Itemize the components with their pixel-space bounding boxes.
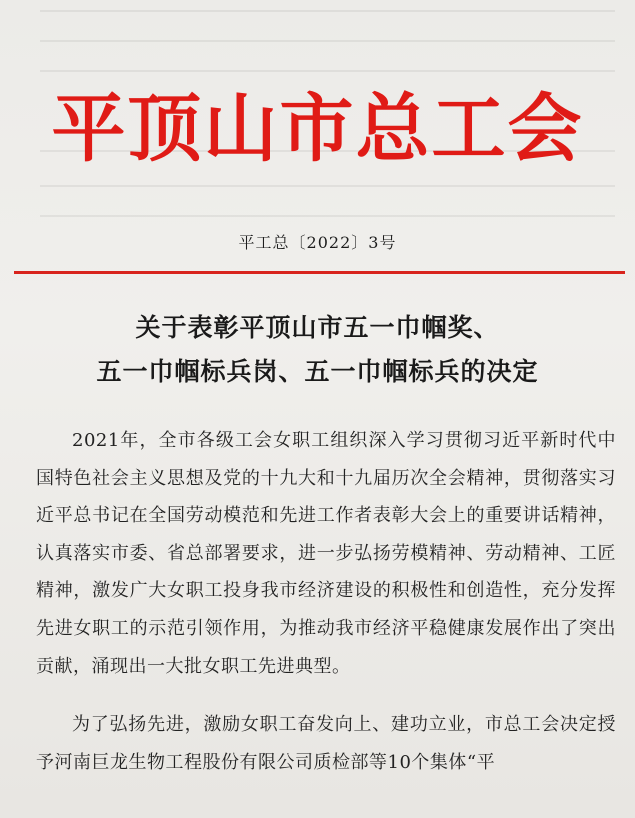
bleed-through-line xyxy=(40,40,615,42)
bleed-through-line xyxy=(40,185,615,187)
bleed-through-line xyxy=(40,10,615,12)
bleed-through-line xyxy=(40,215,615,217)
body-paragraph-2: 为了弘扬先进，激励女职工奋发向上、建功立业，市总工会决定授予河南巨龙生物工程股份有限公司质检部等10个集体“平 xyxy=(36,714,616,773)
issuer-header: 平顶山市总工会 xyxy=(51,86,584,172)
document-title-line-1: 关于表彰平顶山市五一巾帼奖、 xyxy=(135,313,500,342)
document-title-line-2: 五一巾帼标兵岗、五一巾帼标兵的决定 xyxy=(96,357,539,386)
body-paragraph-1: 2021年，全市各级工会女职工组织深入学习贯彻习近平新时代中国特色社会主义思想及党的十九大和十九届历次全会精神，贯彻落实习近平总书记在全国劳动模范和先进工作者表彰大会上的重要讲话精神，认真落实市委、省总部署要求，进一步弘扬劳模精神、劳动精神、工匠精神，激发广大女职工投身我市经济建设的积极性和创造性，充分发挥先进女职工的示范引领作用，为推动我市经济平稳健康发展作出了突出贡献，涌现出一大批女职工先进典型。 xyxy=(36,430,616,677)
document-number: 平工总〔2022〕3号 xyxy=(238,233,397,252)
red-separator-line xyxy=(14,271,625,274)
bleed-through-line xyxy=(40,70,615,72)
